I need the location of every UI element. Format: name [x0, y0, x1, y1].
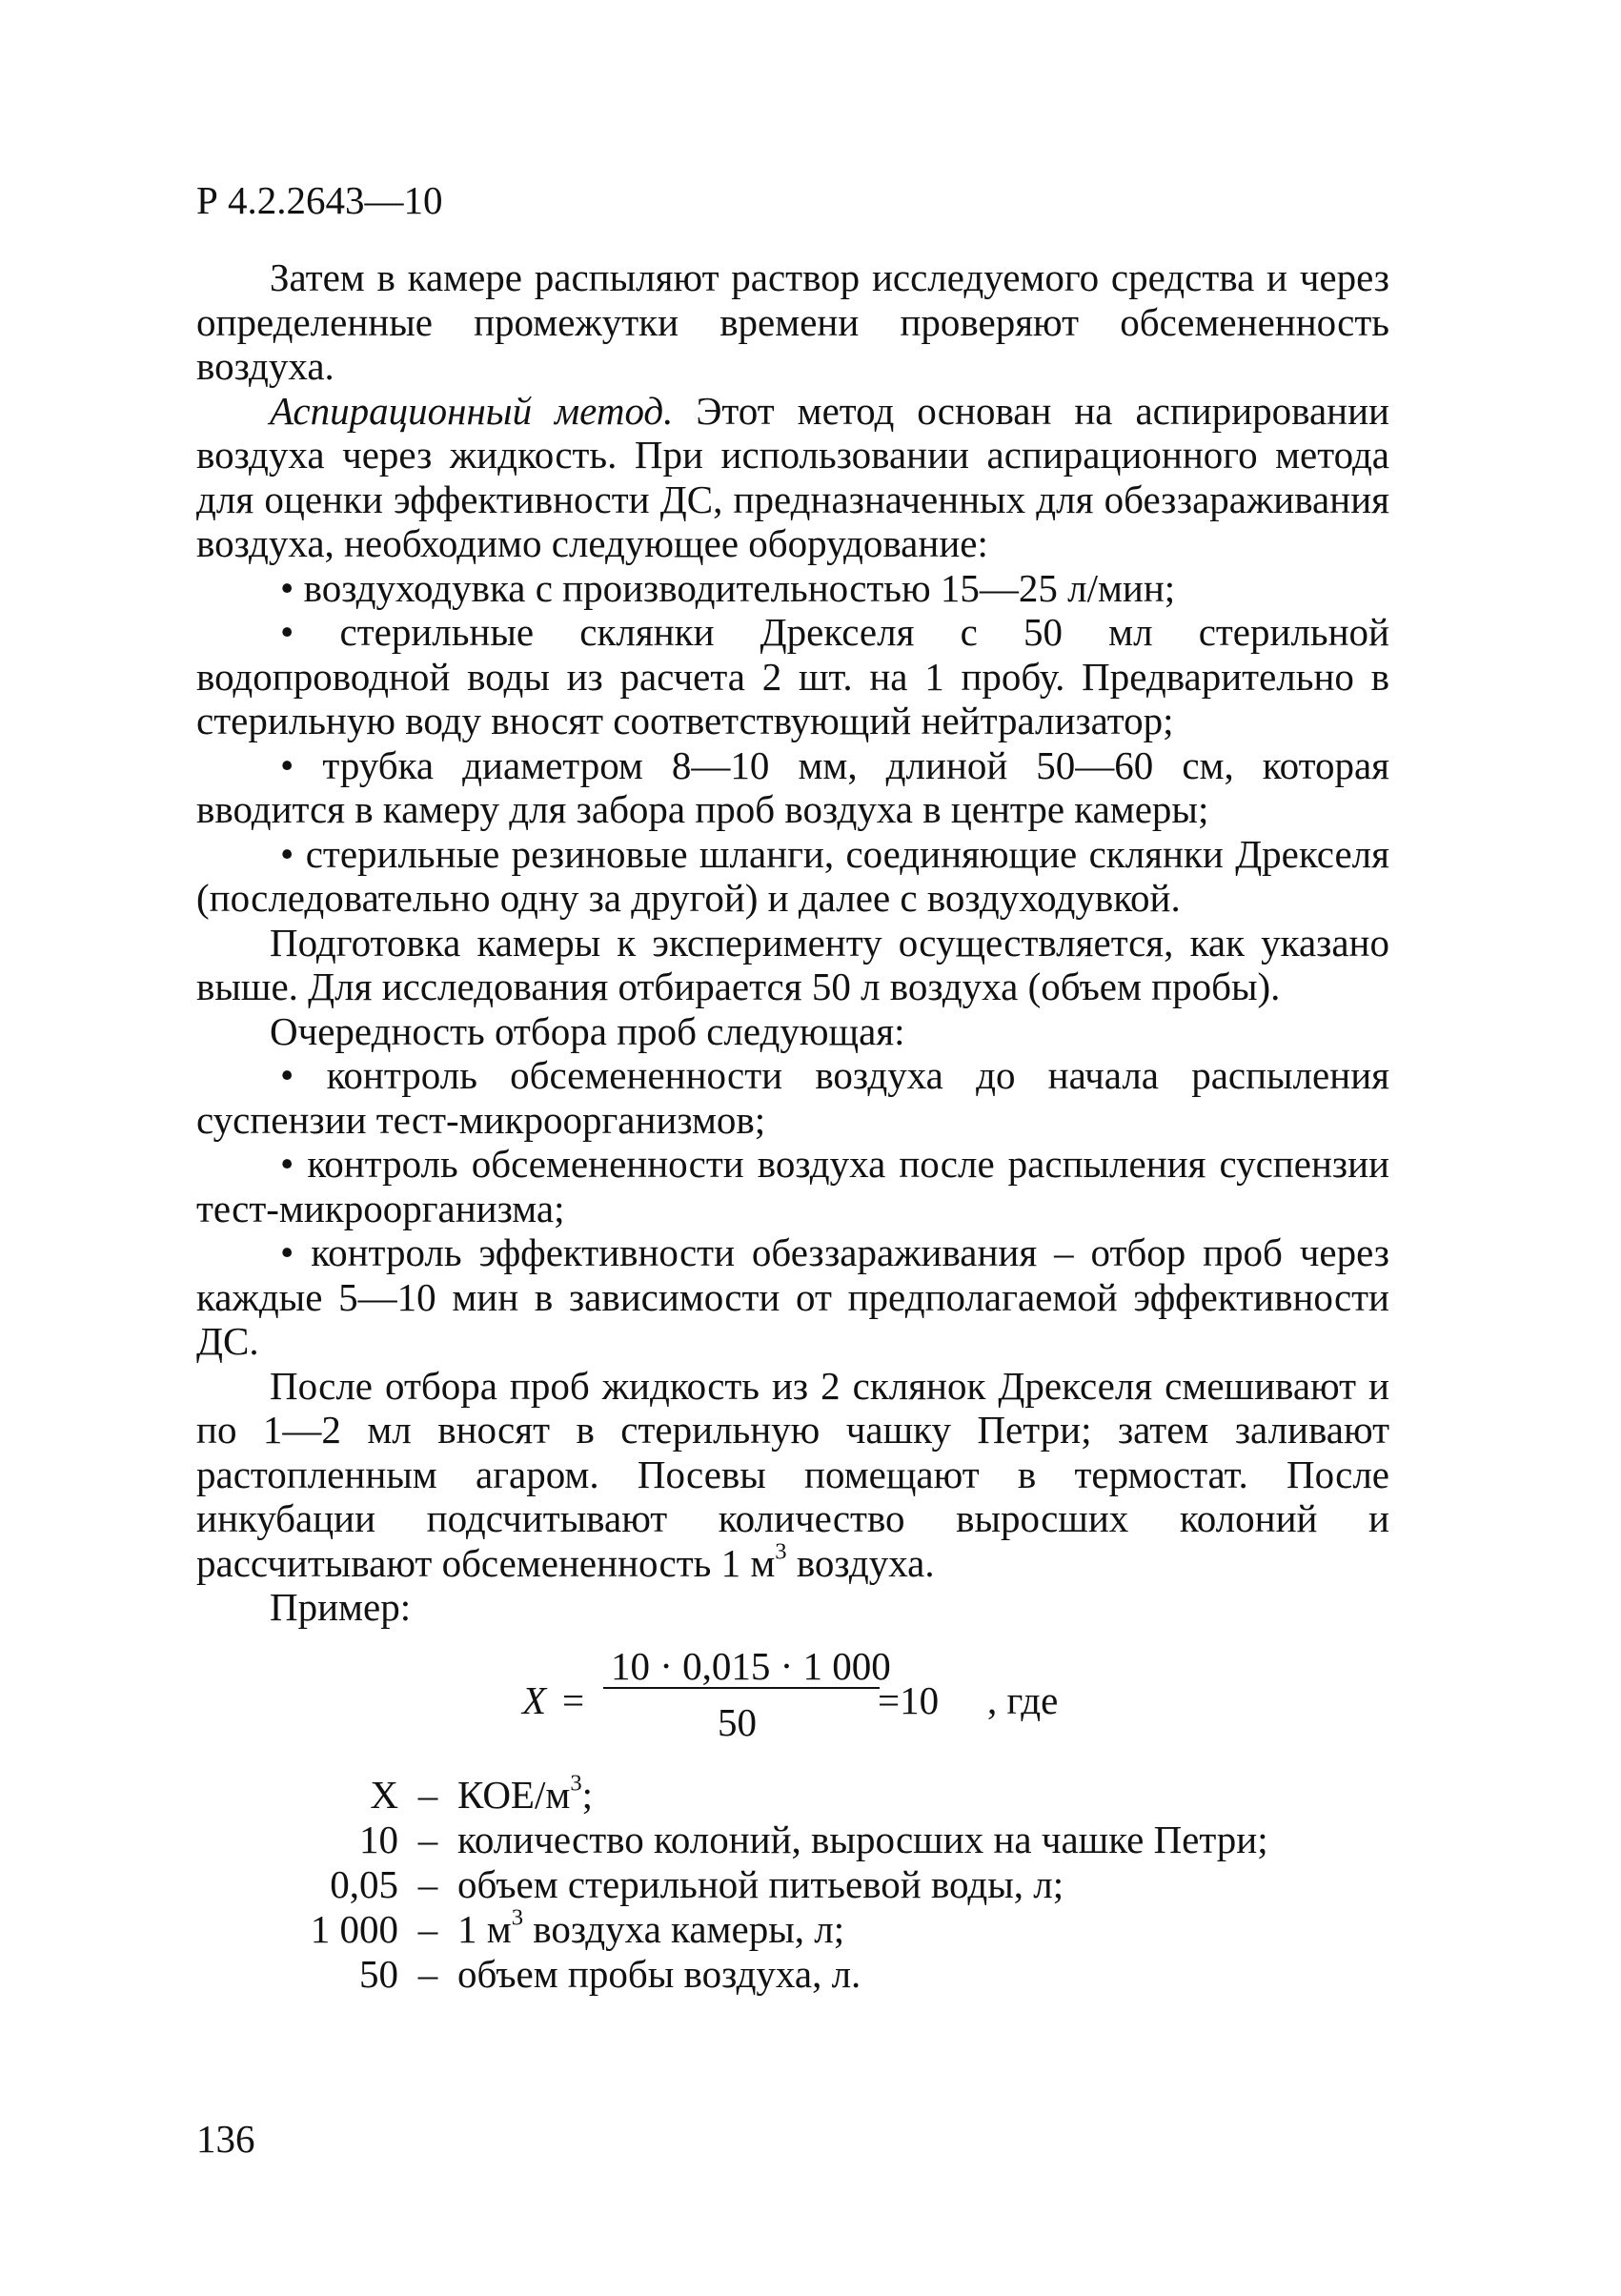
legend-description: количество колоний, выросших на чашке Петри;: [457, 1818, 1268, 1861]
legend-symbol: X: [370, 1773, 398, 1817]
document-code: Р 4.2.2643—10: [196, 178, 443, 222]
formula-lhs: X: [522, 1678, 547, 1722]
paragraph-method: [196, 389, 1389, 566]
legend-dash: –: [417, 1952, 438, 1996]
paragraph-text: После отбора проб жидкость из 2 склянок Дрекселя смешивают и по 1—2 мл вносят в стерильную чашку Петри; затем заливают растопленным агаром. Посевы помещают в термостат. После инкубации подсчитывают количество выросших колоний и рассчитывают обсемененность 1 м: [196, 1363, 1389, 1585]
list-item: • стерильные резиновые шланги, соединяющие склянки Дрекселя (последовательно одну за другой) и далее с воздуходувкой.: [196, 832, 1389, 921]
superscript: 3: [775, 1538, 787, 1565]
paragraph: Подготовка камеры к эксперименту осуществляется, как указано выше. Для исследования отбирается 50 л воздуха (объем пробы).: [196, 920, 1389, 1008]
list-item: • стерильные склянки Дрекселя с 50 мл стерильной водопроводной воды из расчета 2 шт. на 1 пробу. Предварительно в стерильную воду вносят соответствующий нейтрализатор;: [196, 610, 1389, 743]
paragraph: Очередность отбора проб следующая:: [270, 1008, 905, 1053]
legend-description: объем стерильной питьевой воды, л;: [457, 1862, 1064, 1906]
formula-legend: [219, 1770, 1268, 1997]
legend-tail: ;: [581, 1773, 594, 1817]
legend-description: объем пробы воздуха, л.: [457, 1952, 861, 1996]
formula-where: , где: [987, 1678, 1059, 1722]
method-title: Аспирационный метод.: [270, 388, 674, 433]
legend-row: [219, 1952, 1268, 1997]
legend-description: [457, 1904, 845, 1952]
body-text: [196, 255, 1389, 1630]
legend-tail: воздуха камеры, л;: [523, 1907, 845, 1951]
list-item: • воздуходувка с производительностью 15—25 л/мин;: [196, 566, 1389, 611]
legend-row: [219, 1862, 1268, 1907]
legend-symbol: 1 000: [310, 1907, 398, 1951]
legend-row: [219, 1818, 1268, 1862]
method-text: Этот метод основан на аспирировании воздуха через жидкость. При использовании аспирационного метода для оценки эффективности ДС, предназначенных для обеззараживания воздуха, необходимо следующее оборудование:: [196, 388, 1389, 565]
formula-numerator: 10 · 0,015 · 1 000: [611, 1644, 891, 1688]
page-number: 136: [196, 2117, 255, 2161]
legend-text: КОЕ/м: [457, 1773, 571, 1817]
list-item: • трубка диаметром 8—10 мм, длиной 50—60 см, которая вводится в камеру для забора проб воздуха в центре камеры;: [196, 743, 1389, 832]
legend-row: [219, 1770, 1268, 1818]
paragraph: [196, 1364, 1389, 1586]
legend-dash: –: [417, 1862, 438, 1906]
legend-row: [219, 1904, 1268, 1952]
list-item: • контроль обсемененности воздуха до начала распыления суспензии тест-микроорганизмов;: [196, 1053, 1389, 1142]
fraction-bar: [603, 1687, 880, 1689]
paragraph: Затем в камере распыляют раствор исследуемого средства и через определенные промежутки времени проверяют обсемененность воздуха.: [196, 255, 1389, 388]
formula-equals: =: [562, 1678, 585, 1722]
legend-symbol: 10: [359, 1818, 398, 1861]
legend-dash: –: [417, 1773, 438, 1817]
list-item: • контроль обсемененности воздуха после распыления суспензии тест-микроорганизма;: [196, 1142, 1389, 1230]
example-label: Пример:: [270, 1585, 412, 1629]
list-item: • контроль эффективности обеззараживания – отбор проб через каждые 5—10 мин в зависимости от предполагаемой эффективности ДС.: [196, 1230, 1389, 1364]
formula-result: =10: [878, 1678, 940, 1722]
legend-description: [457, 1770, 594, 1818]
legend-dash: –: [417, 1818, 438, 1861]
superscript: 3: [570, 1770, 582, 1797]
legend-text: 1 м: [457, 1907, 512, 1951]
paragraph-tail: воздуха.: [786, 1540, 935, 1585]
superscript: 3: [511, 1904, 523, 1931]
legend-symbol: 50: [359, 1952, 398, 1996]
formula-denominator: 50: [718, 1700, 757, 1744]
legend-dash: –: [417, 1907, 438, 1951]
legend-symbol: 0,05: [330, 1862, 398, 1906]
